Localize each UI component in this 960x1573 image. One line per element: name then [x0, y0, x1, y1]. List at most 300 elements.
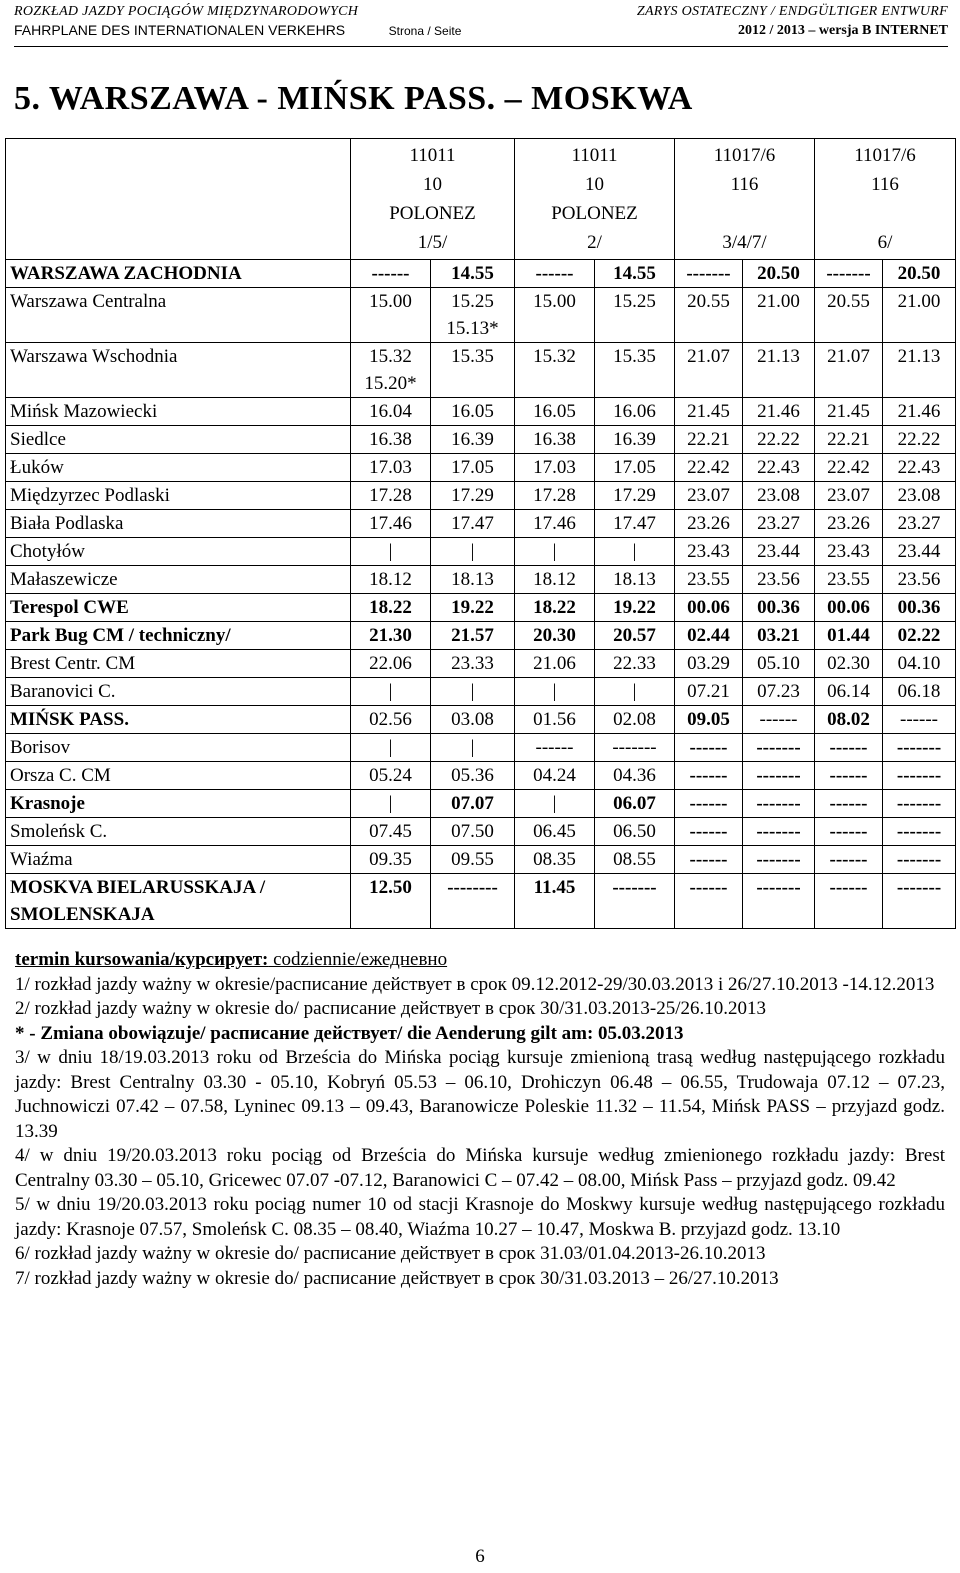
time-cell — [431, 818, 515, 846]
time-cell — [815, 566, 883, 594]
time-cell — [515, 260, 595, 288]
time-value: 06.07 — [613, 793, 656, 814]
time-value: 23.27 — [757, 513, 800, 534]
time-cell — [515, 594, 595, 622]
time-footnote — [435, 370, 510, 397]
time-cell — [351, 288, 431, 343]
time-value: 04.36 — [613, 765, 656, 786]
time-value: 19.22 — [451, 597, 494, 618]
time-cell — [595, 818, 675, 846]
time-cell — [743, 482, 815, 510]
time-value: 06.14 — [827, 681, 870, 702]
time-value: | — [388, 681, 393, 702]
time-cell — [743, 426, 815, 454]
time-cell — [351, 622, 431, 650]
time-cell — [431, 288, 515, 343]
termin-value: codziennie/ежедневно — [268, 949, 448, 970]
header-draft-label: ZARYS OSTATECZNY / ENDGÜLTIGER ENTWURF — [636, 4, 948, 19]
time-value: ------ — [371, 263, 410, 284]
time-value: 00.06 — [687, 597, 730, 618]
time-cell — [595, 706, 675, 734]
header-empty-cell — [6, 139, 351, 260]
time-cell — [515, 538, 595, 566]
table-row — [6, 650, 956, 678]
time-value: 08.35 — [533, 849, 576, 870]
time-value: 06.45 — [533, 821, 576, 842]
time-cell — [883, 454, 956, 482]
time-cell — [515, 510, 595, 538]
time-cell — [815, 874, 883, 929]
time-footnote — [519, 370, 590, 397]
termin-label: termin kursowania/курсирует: — [15, 949, 269, 970]
time-cell — [883, 762, 956, 790]
train-header-line: 2/ — [587, 232, 602, 253]
time-value: 17.28 — [533, 485, 576, 506]
time-value: 16.06 — [613, 401, 656, 422]
time-value: 17.03 — [533, 457, 576, 478]
time-value: 17.05 — [451, 457, 494, 478]
time-value: 05.36 — [451, 765, 494, 786]
time-cell — [595, 288, 675, 343]
time-value: 06.50 — [613, 821, 656, 842]
time-value: ------ — [900, 709, 938, 730]
table-row — [6, 398, 956, 426]
time-cell — [515, 762, 595, 790]
time-cell — [743, 846, 815, 874]
time-footnote — [355, 315, 426, 342]
time-value: 07.21 — [687, 681, 730, 702]
time-value: 17.47 — [613, 513, 656, 534]
time-value: 16.38 — [369, 429, 412, 450]
time-cell — [675, 566, 743, 594]
time-value: 23.56 — [757, 569, 800, 590]
time-cell — [351, 482, 431, 510]
station-name: Borisov — [6, 734, 351, 762]
train-header-line: 11017/6 — [713, 145, 776, 166]
table-row — [6, 846, 956, 874]
time-footnote — [747, 315, 810, 342]
table-row — [6, 260, 956, 288]
time-cell — [431, 426, 515, 454]
time-cell — [815, 260, 883, 288]
time-cell — [743, 762, 815, 790]
time-cell — [743, 454, 815, 482]
time-value: 17.29 — [451, 485, 494, 506]
time-value: ------- — [686, 263, 731, 284]
table-row — [6, 343, 956, 398]
time-cell — [431, 874, 515, 929]
note-2: 2/ rozkład jazdy ważny w okresie do/ расписание действует в срок 30/31.03.2013-25/26.10.2013 — [15, 998, 767, 1019]
time-value: 09.05 — [687, 709, 730, 730]
time-cell — [431, 790, 515, 818]
time-cell — [743, 566, 815, 594]
time-value: 23.07 — [827, 485, 870, 506]
time-cell — [815, 482, 883, 510]
time-cell — [675, 874, 743, 929]
time-footnote — [519, 315, 590, 342]
time-footnote: 15.20* — [364, 373, 417, 394]
header-divider — [14, 46, 948, 47]
time-cell — [743, 288, 815, 343]
time-value: ------ — [829, 793, 868, 814]
time-value: 21.06 — [533, 653, 576, 674]
note-5: 5/ w dniu 19/20.03.2013 roku pociąg numer 10 od stacji Krasnoje do Moskwy kursuje według następującego rozkładu jazdy: Krasnoje 07.57, Smoleńsk C. 08.35 – 08.40, Wiaźma 10.27 – 10.47, Moskwa B. przyjazd godz. 13.10 — [15, 1194, 945, 1240]
table-row — [6, 734, 956, 762]
time-value: | — [552, 541, 557, 562]
time-value: 23.26 — [687, 513, 730, 534]
time-value: ------- — [826, 263, 871, 284]
time-value: 03.29 — [687, 653, 730, 674]
table-row — [6, 678, 956, 706]
time-cell — [883, 538, 956, 566]
time-cell — [883, 846, 956, 874]
time-value: 20.50 — [757, 263, 800, 284]
table-row — [6, 482, 956, 510]
time-cell — [883, 818, 956, 846]
time-cell — [595, 734, 675, 762]
station-name: MIŃSK PASS. — [6, 706, 351, 734]
header-version: 2012 / 2013 – wersja B INTERNET — [737, 23, 948, 38]
train-header-line: 11011 — [571, 145, 618, 166]
time-cell — [883, 566, 956, 594]
time-value: 17.28 — [369, 485, 412, 506]
time-value: 02.44 — [687, 625, 730, 646]
time-value: ------- — [756, 765, 801, 786]
note-4: 4/ w dniu 19/20.03.2013 roku pociąg od Brześcia do Mińska kursuje według zmienionego rozkładu jazdy: Brest Centralny 03.30 – 05.10, Gricewec 07.07 -07.12, Baranowici C – 07.42 – 08.00, Mińsk Pass – przyjazd godz. 09.42 — [15, 1145, 945, 1191]
time-value: 11.45 — [533, 877, 576, 898]
time-value: 23.27 — [897, 513, 941, 534]
time-cell — [815, 678, 883, 706]
time-value: ------- — [896, 849, 942, 870]
time-cell — [515, 846, 595, 874]
time-value: 18.13 — [613, 569, 656, 590]
time-cell — [675, 818, 743, 846]
time-value: 20.55 — [687, 291, 730, 312]
time-cell — [515, 818, 595, 846]
time-cell — [883, 482, 956, 510]
time-cell — [515, 566, 595, 594]
time-cell — [883, 622, 956, 650]
time-cell — [351, 678, 431, 706]
time-cell — [351, 510, 431, 538]
train-header-line: 116 — [871, 174, 899, 195]
time-cell — [675, 510, 743, 538]
station-name: Siedlce — [6, 426, 351, 454]
time-value: 07.07 — [451, 793, 494, 814]
time-value: ------ — [689, 793, 728, 814]
time-footnote — [679, 315, 738, 342]
time-cell — [595, 510, 675, 538]
time-cell — [431, 566, 515, 594]
time-cell — [351, 790, 431, 818]
table-row — [6, 566, 956, 594]
time-cell — [815, 762, 883, 790]
time-value: 16.04 — [369, 401, 412, 422]
time-value: 23.44 — [757, 541, 800, 562]
time-value: ------- — [896, 765, 942, 786]
time-value: 15.32 — [369, 346, 412, 367]
time-value: 18.12 — [533, 569, 576, 590]
time-value: 15.00 — [533, 291, 576, 312]
time-cell — [431, 594, 515, 622]
time-value: ------ — [689, 821, 728, 842]
time-value: ------ — [689, 737, 728, 758]
time-cell — [743, 594, 815, 622]
time-footnote — [599, 315, 670, 342]
time-value: 03.21 — [757, 625, 800, 646]
table-row — [6, 454, 956, 482]
time-cell — [431, 650, 515, 678]
time-value: 18.13 — [451, 569, 494, 590]
time-value: 22.06 — [369, 653, 412, 674]
time-value: 00.36 — [897, 597, 941, 618]
note-1: 1/ rozkład jazdy ważny w okresie/расписание действует в срок 09.12.2012-29/30.03.2013 i 26/27.10.2013 -14.12.2013 — [15, 973, 935, 995]
time-value: | — [470, 737, 475, 758]
note-7: 7/ rozkład jazdy ważny w okresie do/ расписание действует в срок 30/31.03.2013 – 26/27.10.2013 — [15, 1267, 779, 1289]
train-header-line: 1/5/ — [417, 232, 448, 253]
time-cell — [675, 426, 743, 454]
time-cell — [743, 874, 815, 929]
time-cell — [743, 790, 815, 818]
time-cell — [883, 288, 956, 343]
time-value: 04.10 — [897, 653, 941, 674]
station-name: Łuków — [6, 454, 351, 482]
time-cell — [743, 678, 815, 706]
train-column-header — [351, 139, 515, 260]
time-value: 17.29 — [613, 485, 656, 506]
time-value: 01.44 — [827, 625, 870, 646]
time-value: ------ — [829, 821, 868, 842]
time-cell — [675, 343, 743, 398]
time-cell — [351, 818, 431, 846]
time-cell — [595, 538, 675, 566]
note-star: * - Zmiana obowiązuje/ расписание действует/ die Aenderung gilt am: 05.03.2013 — [15, 1022, 684, 1044]
time-value: 20.55 — [827, 291, 870, 312]
time-cell — [743, 343, 815, 398]
header-title-de: FAHRPLANE DES INTERNATIONALEN VERKEHRS — [14, 22, 346, 38]
time-value: 02.30 — [827, 653, 870, 674]
time-value: | — [632, 681, 637, 702]
time-value: ------- — [756, 877, 801, 898]
time-value: | — [470, 681, 475, 702]
time-footnote — [887, 370, 951, 397]
time-cell — [515, 706, 595, 734]
time-value: 21.45 — [687, 401, 730, 422]
train-header-line: 6/ — [877, 232, 893, 253]
table-row — [6, 706, 956, 734]
time-value: ------- — [896, 821, 942, 842]
time-value: 20.30 — [533, 625, 576, 646]
time-value: ------- — [756, 737, 801, 758]
time-value: 21.13 — [897, 346, 941, 367]
time-cell — [515, 482, 595, 510]
time-cell — [431, 260, 515, 288]
time-cell — [595, 874, 675, 929]
note-6: 6/ rozkład jazdy ważny w okresie do/ расписание действует в срок 31.03/01.04.2013-26.10.2013 — [15, 1243, 766, 1264]
time-value: 21.45 — [827, 401, 870, 422]
column-header-row — [6, 139, 956, 260]
time-cell — [743, 398, 815, 426]
time-value: 00.36 — [757, 597, 800, 618]
time-cell — [431, 510, 515, 538]
time-value: 23.33 — [451, 653, 494, 674]
page-title: 5. WARSZAWA - MIŃSK PASS. – MOSKWA — [14, 80, 693, 117]
time-cell — [595, 846, 675, 874]
time-value: 12.50 — [369, 877, 412, 898]
time-value: 02.22 — [897, 625, 941, 646]
time-cell — [675, 846, 743, 874]
station-name: Chotyłów — [6, 538, 351, 566]
time-value: 09.55 — [451, 849, 494, 870]
station-name: WARSZAWA ZACHODNIA — [6, 260, 351, 288]
time-value: 04.24 — [533, 765, 576, 786]
time-value: 07.50 — [451, 821, 494, 842]
time-value: 18.12 — [369, 569, 412, 590]
time-value: ------ — [689, 765, 728, 786]
time-cell — [515, 734, 595, 762]
time-cell — [595, 454, 675, 482]
time-cell — [815, 510, 883, 538]
time-cell — [351, 874, 431, 929]
time-value: ------ — [535, 737, 574, 758]
time-cell — [743, 622, 815, 650]
time-cell — [883, 678, 956, 706]
time-value: ------- — [756, 849, 801, 870]
time-value: 22.22 — [757, 429, 800, 450]
time-cell — [431, 762, 515, 790]
time-cell — [351, 454, 431, 482]
time-value: ------- — [612, 877, 657, 898]
time-cell — [351, 762, 431, 790]
timetable — [5, 138, 956, 929]
time-cell — [815, 288, 883, 343]
time-footnote: 15.13* — [446, 318, 499, 339]
station-name: MOSKVA BIELARUSSKAJA / SMOLENSKAJA — [6, 874, 351, 929]
time-value: 00.06 — [827, 597, 870, 618]
time-cell — [595, 790, 675, 818]
time-value: ------ — [829, 737, 868, 758]
time-cell — [815, 538, 883, 566]
time-value: 21.07 — [687, 346, 730, 367]
time-cell — [431, 482, 515, 510]
station-name: Smoleńsk C. — [6, 818, 351, 846]
time-cell — [883, 790, 956, 818]
time-cell — [675, 678, 743, 706]
time-value: 21.57 — [451, 625, 494, 646]
time-cell — [743, 538, 815, 566]
time-cell — [515, 288, 595, 343]
time-value: ------- — [896, 877, 942, 898]
table-row — [6, 790, 956, 818]
time-value: 23.26 — [827, 513, 870, 534]
time-value: 23.44 — [897, 541, 941, 562]
time-value: 22.42 — [827, 457, 870, 478]
time-value: 15.35 — [451, 346, 494, 367]
time-cell — [883, 510, 956, 538]
time-cell — [743, 510, 815, 538]
time-value: 02.56 — [369, 709, 412, 730]
time-cell — [515, 343, 595, 398]
station-name: Wiaźma — [6, 846, 351, 874]
station-name: Mińsk Mazowiecki — [6, 398, 351, 426]
time-value: ------- — [756, 793, 801, 814]
time-value: 22.33 — [613, 653, 656, 674]
time-cell — [515, 790, 595, 818]
station-name: Biała Podlaska — [6, 510, 351, 538]
time-value: 16.05 — [533, 401, 576, 422]
station-name: Małaszewicze — [6, 566, 351, 594]
time-cell — [675, 260, 743, 288]
time-value: 16.39 — [451, 429, 494, 450]
time-cell — [351, 846, 431, 874]
time-footnote — [887, 315, 951, 342]
table-row — [6, 288, 956, 343]
time-cell — [815, 790, 883, 818]
station-name: Park Bug CM / techniczny/ — [6, 622, 351, 650]
time-value: 17.46 — [533, 513, 576, 534]
time-cell — [351, 260, 431, 288]
time-cell — [883, 874, 956, 929]
time-cell — [675, 538, 743, 566]
time-cell — [515, 622, 595, 650]
time-value: | — [388, 541, 393, 562]
time-cell — [815, 398, 883, 426]
time-value: 23.07 — [687, 485, 730, 506]
page-number: 6 — [475, 1546, 485, 1567]
time-cell — [431, 706, 515, 734]
time-value: 15.32 — [533, 346, 576, 367]
time-value: 21.00 — [757, 291, 800, 312]
train-header-line: POLONEZ — [551, 203, 638, 224]
time-value: 17.05 — [613, 457, 656, 478]
time-value: 22.21 — [687, 429, 730, 450]
time-value: ------ — [829, 849, 868, 870]
table-row — [6, 426, 956, 454]
time-value: 21.13 — [757, 346, 800, 367]
time-value: ------- — [896, 737, 942, 758]
time-cell — [675, 790, 743, 818]
train-column-header — [815, 139, 956, 260]
time-value: 07.23 — [757, 681, 800, 702]
station-name: Brest Centr. CM — [6, 650, 351, 678]
station-name: Terespol CWE — [6, 594, 351, 622]
time-cell — [883, 398, 956, 426]
time-cell — [883, 260, 956, 288]
time-value: -------- — [447, 877, 498, 898]
time-value: 22.42 — [687, 457, 730, 478]
time-value: 23.08 — [897, 485, 941, 506]
table-row — [6, 762, 956, 790]
table-row — [6, 594, 956, 622]
time-cell — [431, 454, 515, 482]
time-value: 21.30 — [369, 625, 412, 646]
time-cell — [883, 343, 956, 398]
table-row — [6, 874, 956, 929]
time-value: ------ — [689, 877, 728, 898]
time-value: 02.08 — [613, 709, 656, 730]
time-value: 23.55 — [687, 569, 730, 590]
time-cell — [815, 594, 883, 622]
time-footnote — [819, 370, 878, 397]
time-cell — [595, 398, 675, 426]
time-cell — [351, 650, 431, 678]
page-header — [14, 2, 948, 40]
time-value: ------ — [535, 263, 574, 284]
time-value: 08.55 — [613, 849, 656, 870]
time-cell — [351, 426, 431, 454]
time-cell — [431, 538, 515, 566]
time-cell — [595, 678, 675, 706]
